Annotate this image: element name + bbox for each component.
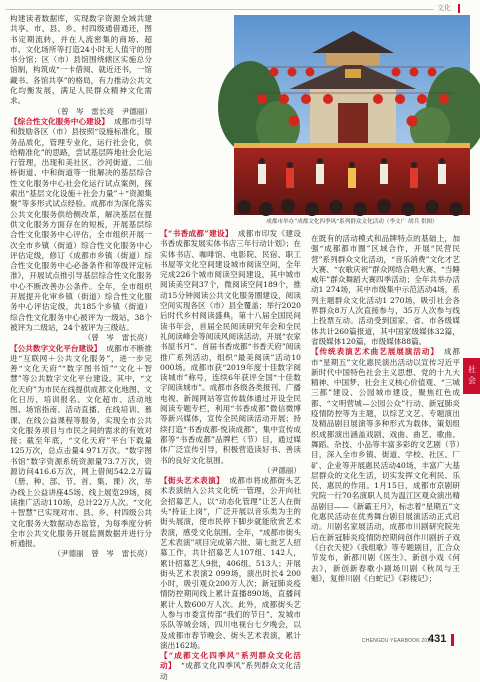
article-heading: 【传统表演艺术曲艺展展演活动】 [311, 347, 439, 357]
footer-marker [451, 634, 454, 646]
article-body: 在既有的活动模式和品牌特点的基础上，加强“成都都市圈”区域合作，开展“民营民营”系列群众文化活动，“音乐消费”文化才艺大赛、“农歌庆祝”群众网络合唱大赛、“当睡威年”群众舞蹈大赛四季活动；全年共举办活动1 274场，其中市级集中示范活动4场，系列主题群众文化活动1 270场，吸引社会各界群众8万人次直接参与，35万人次参与线上投票互动。活动受到国家、省、市各级媒体共计260篇报道，其中国家级媒体32篇，省级媒体120篇，市级媒体88篇。 [311, 234, 460, 346]
page-number: 431 [428, 633, 447, 645]
article-body: 成都市将成都街头艺术表演纳入公共文化统一管理，公开向社会招募艺人，以“动态化管理”让艺人在街头“持证上岗”，广泛开展以音乐类为主的街头展演，使市民停下脚步就能欣赏艺术表演，感受文化氛围。全年，“成都市街头艺术表演”项目完成第六批、第七批艺人招募工作，共计招募艺人107组、142人，累计招募艺人9批，406组、513人；开展街头艺术表演2 099场，演出时长4 200小时，吸引观众200万人次；新冠肺炎疫情防控期间线上累计直播890场，直播间累计人数600万人次。此外，成都街头艺人参与市委宣传部“我们的节日”、发城市乐队等城会场，四川电视台七夕晚会，以及成都市春节晚会、街头艺术表演，累计演出162场。 [160, 476, 301, 650]
article-traditional-performance [311, 347, 460, 584]
article-body: 成都市“星期五”文化惠民演出活动以宣传习近平新时代中国特色社会主义思想、党的十九大精神、中国梦、社会主义核心价值观、“三城三都”建设、公园城市建设，聚焦红色成都、“文明营城—公园公众”行动、新冠肺炎疫情防控等为主题，以综艺文艺、专题演出及精品剧目展演等多种形式为载体，策划组织成都演出涵盖戏剧、戏曲、曲艺、歌曲、舞蹈、杂技、小品等丰富多彩的文艺剧（节）目，深入全市乡镇、街道、学校、社区、厂矿、企业等开展惠民活动40场，丰富广大基层群众的文化生活，切实发挥文化利民、乐民、惠民的作用。1月15日，成都市京剧研究院一行70名演职人员为温江区观众演出精品剧目——《新霸王月》，标志着“星期五”文化惠民活动在优秀舞台剧目展演活动正式启动。川剧名家展活动，成都市川剧研究院先后在新冠肺炎疫情防控期间创作川剧折子戏《白衣天使》《我组歌》等专题剧目，汇合众节发布，新都川剧《医生》、新创小戏《何去》，新创新春歌小剧场川剧《秋凤与王魁》，复排川剧《白蛇记》《彩楼记》； [311, 347, 461, 583]
article-body: “成都文化四季风”系列群众文化活动 [160, 661, 302, 681]
stage-edge [234, 143, 470, 148]
article-body: 成都市引导和鼓励各区（市）县按照“设施标准化，服务品质化，管理专业化，运行社会化，供给精准化”的思路，尝试基层阵地社会化运行管理，出现和美社区、沙河街道、二仙桥街道、中和街道等一批解决的基层综合性文化服务中心社会化运行试点案例，探索出“基层文化设施＋社会力量”＋“资源集聚”等多形式试点经验。成都市为深化落实公共文化服务供给侧改革，解决基层在提供文化服务方面存在的短板，开展基层综合性文化服务中心评估，全市组织开展一次全市乡镇（街道）综合性文化服务中心评估定级，修订《成都市乡镇（街道）综合性文化服务中心必备条件和等级评定标准》，开展试点推引导基层综合性文化服务中心不断改善办公条件。全年，全市组织开展提升化审乡镇（街道）综合性文化服务中心评估定级，共185个乡镇（街道）综合性文化服务中心被评为一级站，38个被评为二级站，24个被评为三级站。 [10, 116, 153, 332]
article-digital-culture-platform [10, 344, 152, 560]
event-photo [234, 15, 470, 215]
photo-caption: 成都市举办“成都文化四季风”系列群众文化活动（李文广 胡兵 供图） [266, 219, 438, 225]
article-heading: 【街头艺术表演】 [160, 476, 225, 486]
article-library-continuation [10, 14, 152, 117]
section-marker [458, 4, 460, 13]
article-cultural-service-centers [10, 117, 152, 344]
article-body: 构建读者数据库，实现数字资源全域共建共享。市、县、乡、村四级通借通还，图书定期流转，并在人流密集的商场、超市、文化场所等打造24小时无人值守的图书分馆；区（市）县馆围绕辖区实施总分馆制，构筑成“一卡借阅、就近还书，一馆藏书、各馆共享”的格局，有力推动公共文化均衡发展，满足人民群众精神文化需求。 [10, 14, 152, 106]
right-column [311, 234, 460, 604]
article-heading: 【综合性文化服务中心建设】 [10, 116, 109, 126]
article-body: 成都市不断推进“互联网＋公共文化服务”，进一步完善“文化天府”“数字图书馆”“文化＋智慧”等公共数字文化平台建设。其中，“文化天府”为市民在线提供成都文化地图、文化日历、培训报名、文化超市、活动地图、场馆指南、活动直播、在线培训、慕课、在线公益课程等服务，实现全市公共文化服务项目与市民之间的需求的有效对接；截至年底，“文化天府”平台下载量125万次，总点击量4 971万次。“数字图书馆”数字资源系统资源量73.7万次，资源访问416.6万次，网上借阅542.2万篇（册、种、部、节、首、集、课）次，举办线上公益讲座45场、线上展览29场，阅读推广活动110场，总计22万人次。“文化＋智慧”已实现对市、县、乡、村四级公共文化服务大数据动态监管，为每季度分析全市公共文化服务开展监测数据并进行分析通报。 [10, 343, 153, 549]
section-label: 文化 [437, 4, 451, 12]
article-street-performance [160, 476, 301, 651]
header-rule [6, 9, 434, 10]
article-four-seasons-activities [160, 651, 301, 682]
article-body: 成都市印发《建设书香成都发展实体书店三年行动计划》；在实体书店、咖啡馆、电影院、民宿、职工书屋等文化空间建设城市阅读空间，全年完成226个城市阅读空间建设，其中城市阅读美空间37个，微阅读空间189个，推动15分钟阅读公共文化服务圈建设，阅读空间实现各区（市）县全覆盖；举行2020后时代乡村阅读盛典，第十八届全国民间读书年会，首届全民阅读研究年会和全民礼阅读峰会等阅读风阅读活动，开展“农家书屋书月”、首届书香成都“书香天府”阅读推广系列活动，组织“最美阅读”活动10 000场。成都市获“2019年度十佳数字阅读城市”称号，连续6年获评全国“十佳数字阅读城市”。成都市各级各类报刊、广播电视、新闻网站等宣传载体通过开设全民阅读专题专栏，利用“书香成都”微信微博等新兴媒体，宣传全民阅读活动开展；持续打造“书香成都·悦读成都”，集中宣传成都等“书香成都”品牌栏（节）目，通过媒体广泛宣传引导，积极营造读好书、善读书的良好文化氛围。 [160, 229, 301, 465]
article-credit: （尹德丽） [263, 465, 301, 475]
article-heading: 【“书香成都”建设】 [160, 229, 233, 238]
section-side-tab: 社会 [463, 358, 480, 394]
article-heading: 【公共数字文化平台建设】 [10, 343, 102, 353]
article-credit: （尹德丽 曾 岑 雷长亮） [53, 549, 152, 559]
article-four-seasons-continuation [311, 234, 460, 347]
article-credit: （曾 岑 雷长亮 尹德丽） [53, 106, 152, 116]
event-photo-illustration [234, 15, 470, 215]
article-heading: 【“成都文化四季风”系列群众文化活动】 [160, 651, 301, 671]
left-column [10, 14, 152, 604]
footer-yearbook-title: CHENGDU YEARBOOK 2021 [362, 638, 434, 644]
article-credit: （曾 岑 雷长亮） [83, 333, 152, 343]
